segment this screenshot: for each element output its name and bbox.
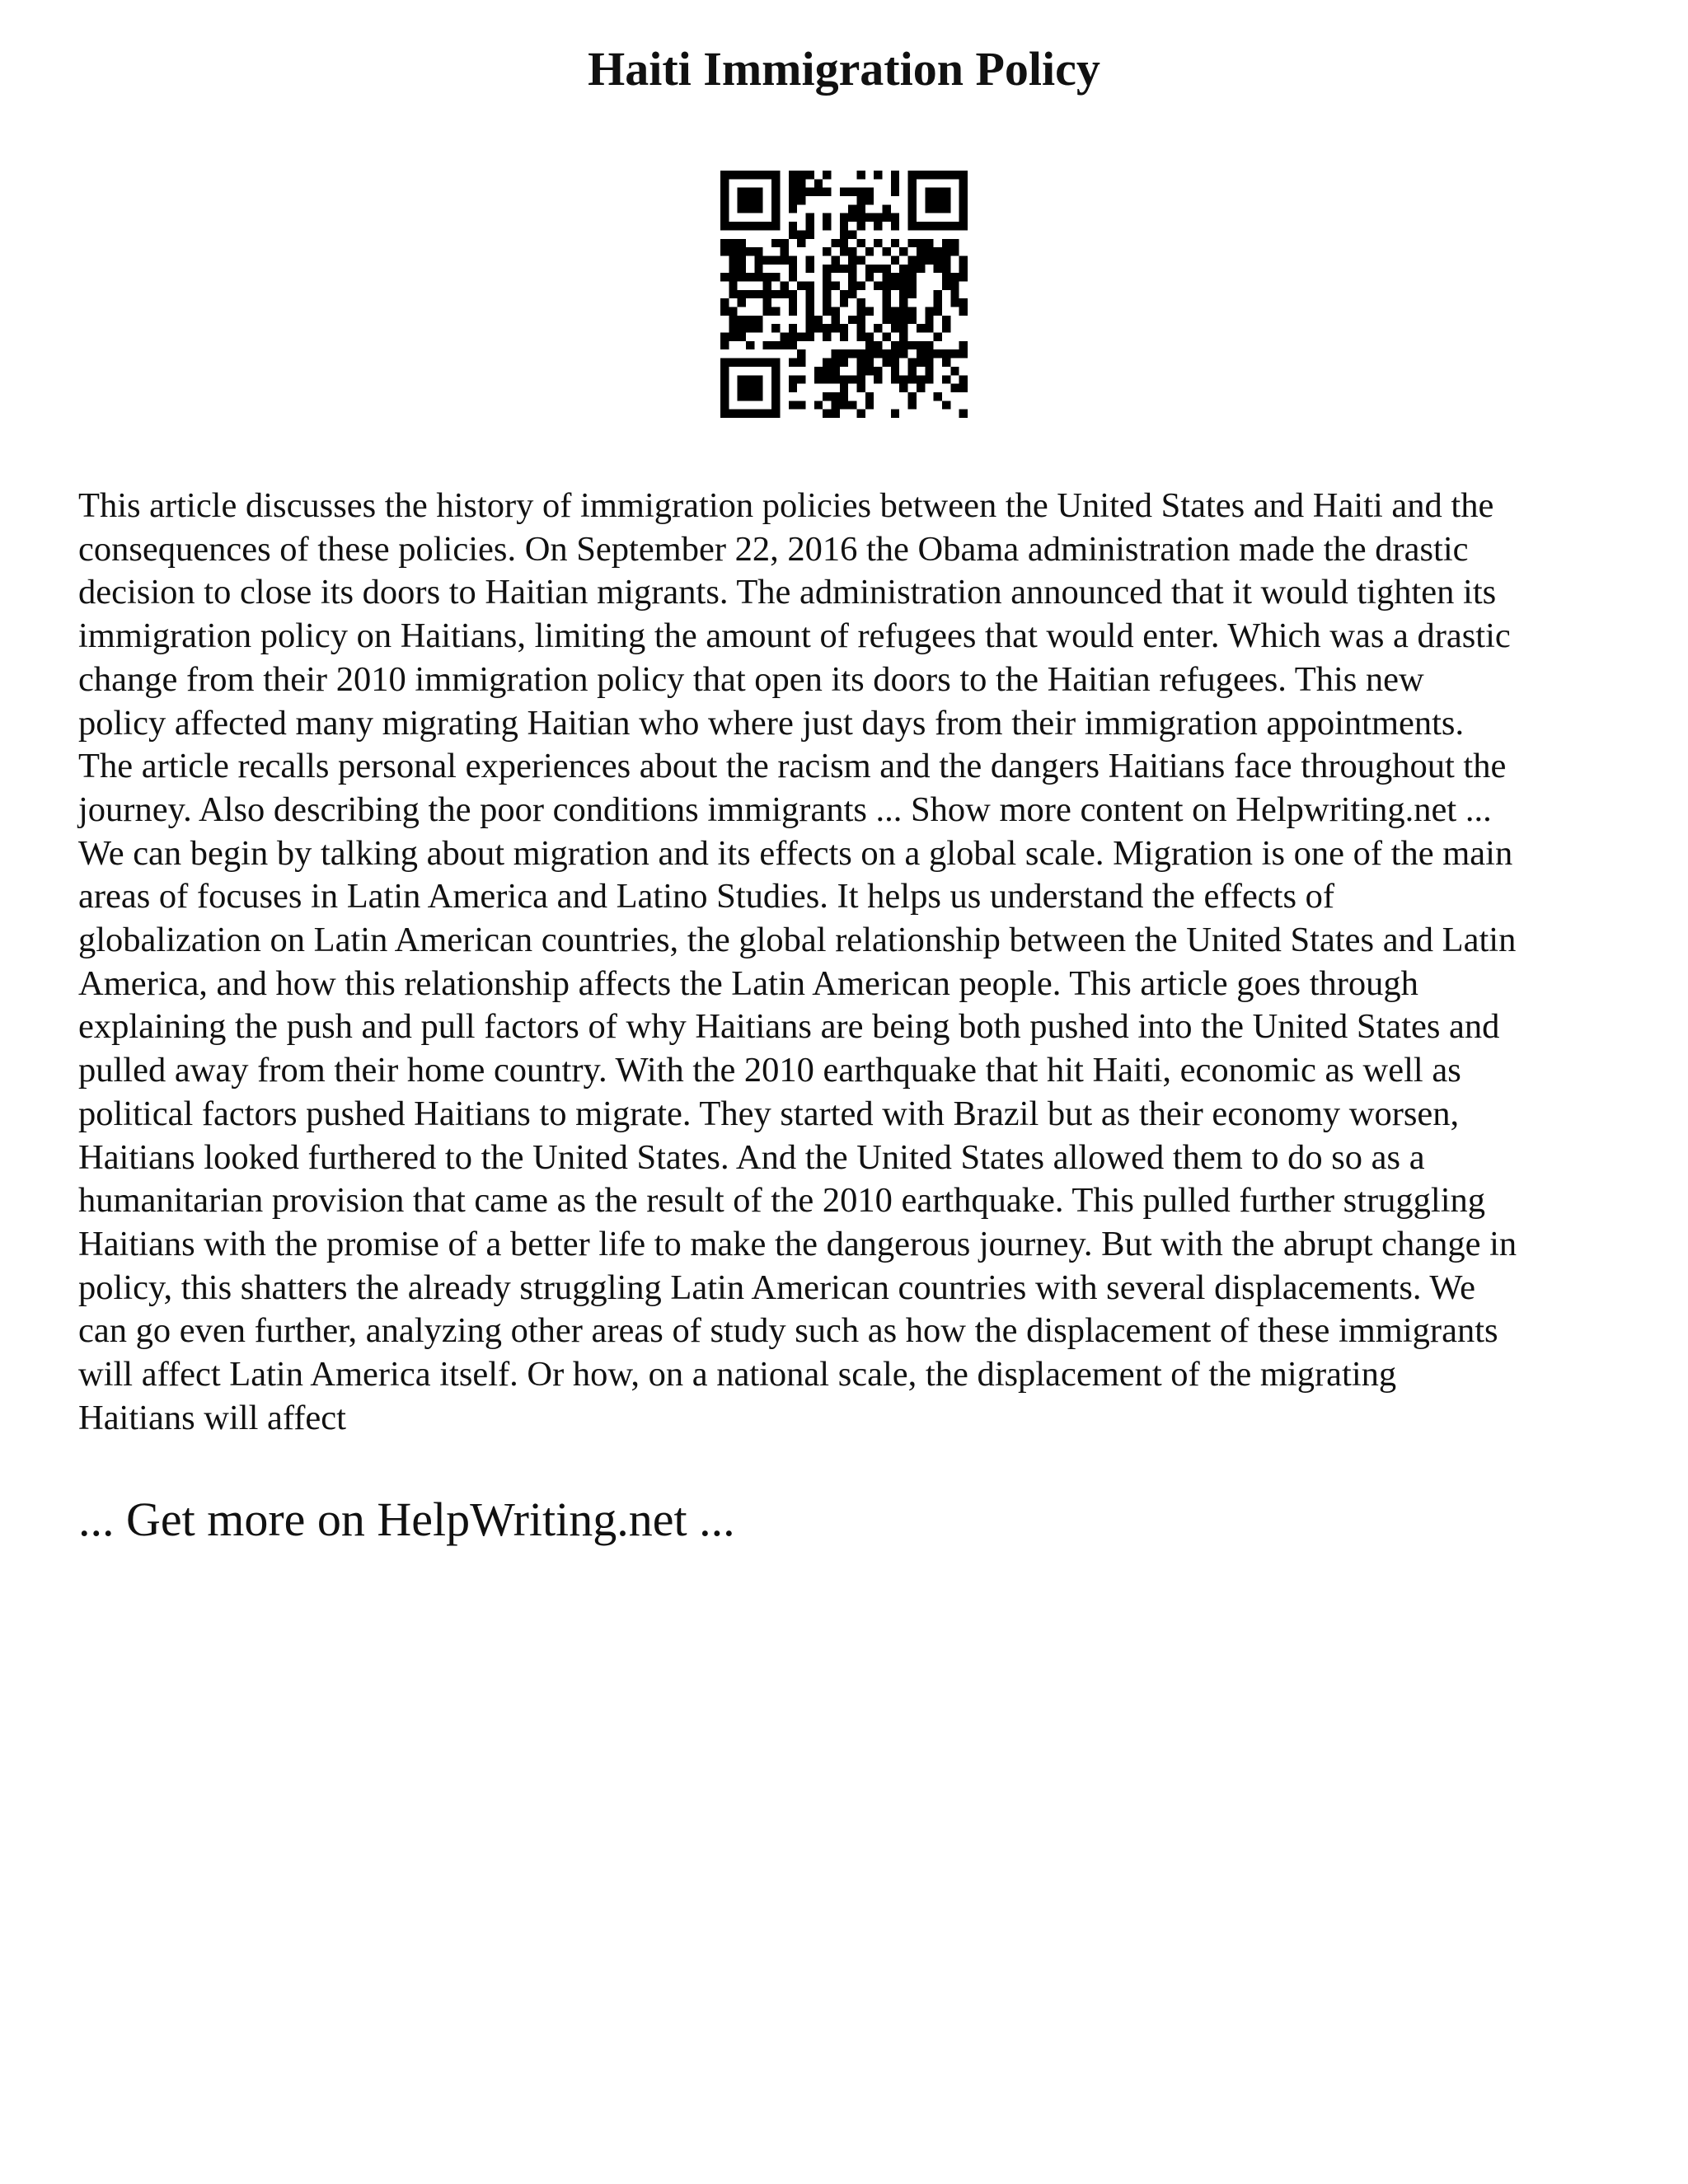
page-title: Haiti Immigration Policy bbox=[588, 42, 1100, 96]
qr-code-icon bbox=[720, 171, 968, 418]
article-body: This article discusses the history of immigration policies between the United States and Haiti and the consequences of these policies. On September 22, 2016 the Obama administration made the drastic decision to close its doors to Haitian migrants. The administration announced that it would tighten its immigration policy on Haitians, limiting the amount of refugees that would enter. Which was a drastic change from their 2010 immigration policy that open its doors to the Haitian refugees. This new policy affected many migrating Haitian who where just days from their immigration appointments. The article recalls personal experiences about the racism and the dangers Haitians face throughout the journey. Also describing the poor conditions immigrants ... Show more content on Helpwriting.net ... We can begin by talking about migration and its effects on a global scale. Migration is one of the main areas of focuses in Latin America and Latino Studies. It helps us understand the effects of globalization on Latin American countries, the global relationship between the United States and Latin America, and how this relationship affects the Latin American people. This article goes through explaining the push and pull factors of why Haitians are being both pushed into the United States and pulled away from their home country. With the 2010 earthquake that hit Haiti, economic as well as political factors pushed Haitians to migrate. They started with Brazil but as their economy worsen, Haitians looked furthered to the United States. And the United States allowed them to do so as a humanitarian provision that came as the result of the 2010 earthquake. This pulled further struggling Haitians with the promise of a better life to make the dangerous journey. But with the abrupt change in policy, this shatters the already struggling Latin American countries with several displacements. We can go even further, analyzing other areas of study such as how the displacement of these immigrants will affect Latin America itself. Or how, on a national scale, the displacement of the migrating Haitians will affect bbox=[78, 486, 1517, 1437]
get-more-link[interactable]: ... Get more on HelpWriting.net ... bbox=[78, 1493, 735, 1546]
